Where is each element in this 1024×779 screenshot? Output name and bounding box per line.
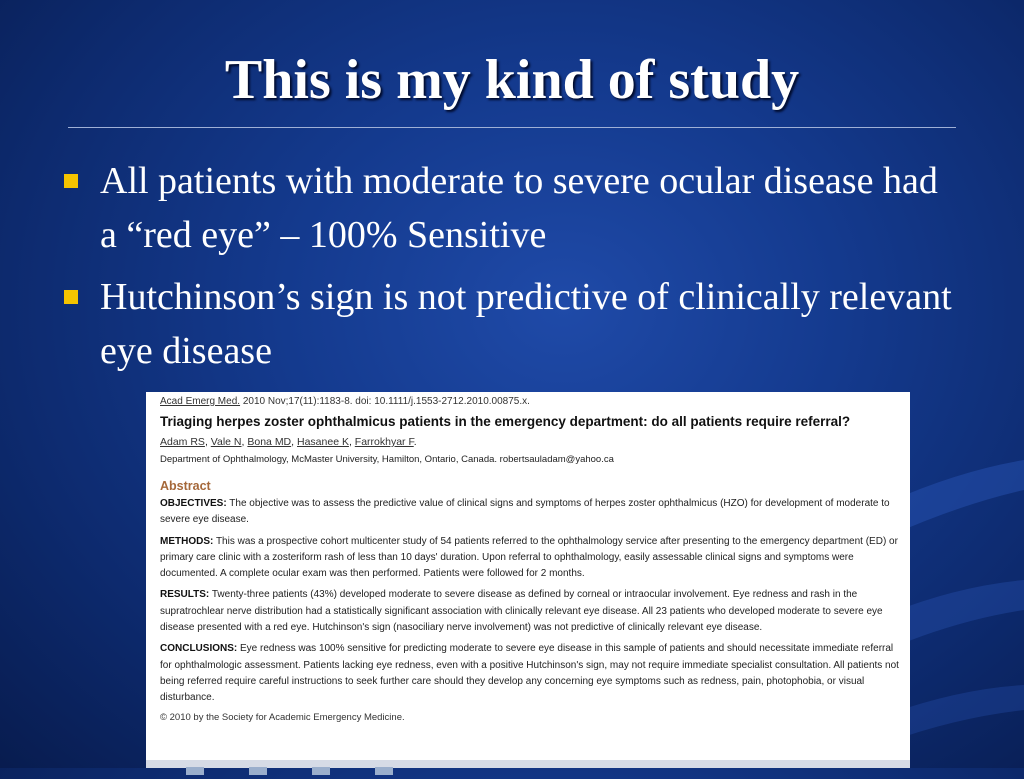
title-divider (68, 127, 956, 128)
author-link[interactable]: Bona MD (247, 436, 292, 448)
copyright-line: © 2010 by the Society for Academic Emergency Medicine. (160, 711, 405, 723)
bullet-text: All patients with moderate to severe ocular disease had a “red eye” – 100% Sensitive (100, 160, 938, 256)
section-label: METHODS: (160, 535, 214, 547)
square-bullet-icon (64, 174, 78, 188)
author-link[interactable]: Farrokhyar F (354, 436, 414, 448)
citation-line (160, 396, 900, 407)
taskbar-icon (186, 767, 204, 775)
section-label: CONCLUSIONS: (160, 643, 238, 655)
section-label: OBJECTIVES: (160, 498, 227, 509)
author-link[interactable]: Vale N (210, 436, 242, 448)
section-text: Twenty-three patients (43%) developed moderate to severe disease as defined by corneal or intraocular involvement. Eye redness and rash in the supratrochlear nerve distribution had a statistically significant association with clinically relevant eye disease. All 23 patients who developed moderate to severe eye disease presented with a red eye. Hutchinson's sign (nasociliary nerve involvement) was not predictive of clinically relevant eye disease. (160, 589, 883, 634)
bullet-text: Hutchinson’s sign is not predictive of clinically relevant eye disease (100, 276, 952, 372)
abstract-results (160, 587, 900, 636)
taskbar-icon (375, 767, 393, 775)
affiliation: Department of Ophthalmology, McMaster University, Hamilton, Ontario, Canada. robertsauladam@yahoo.ca (160, 454, 614, 465)
taskbar-icon (249, 767, 267, 775)
journal-link[interactable]: Acad Emerg Med. (160, 396, 241, 407)
paper-title: Triaging herpes zoster ophthalmicus patients in the emergency department: do all patients require referral? (160, 414, 851, 429)
abstract-methods (160, 534, 900, 583)
section-text: This was a prospective cohort multicenter study of 54 patients referred to the ophthalmology service after presenting to the emergency department (ED) or primary care clinic with a zosteriform rash of less than 10 days' duration. Upon referral to ophthalmology, easily assessable clinical signs and symptoms were documented. A complete ocular exam was then performed. Patients were followed for 2 months. (160, 535, 898, 580)
author-link[interactable]: Hasanee K (297, 436, 349, 448)
author-link[interactable]: Adam RS (160, 436, 205, 448)
author-list: Adam RS, Vale N, Bona MD, Hasanee K, Farrokhyar F. (160, 436, 417, 448)
square-bullet-icon (64, 290, 78, 304)
section-text: Eye redness was 100% sensitive for predicting moderate to severe eye disease in this sample of patients and should necessitate immediate referral for ophthalmologic assessment. Patients lacking eye redness, even with a positive Hutchinson's sign, may not require immediate specialist consultation. All patients not being referred require careful instructions to seek further care should they develop any concerning eye symptoms such as redness, pain, photophobia, or visual disturbance. (160, 643, 899, 704)
abstract-conclusions (160, 641, 900, 706)
bullet-list (62, 154, 962, 386)
section-label: RESULTS: (160, 589, 210, 601)
bullet-item (62, 270, 962, 378)
taskbar-strip (146, 760, 910, 768)
taskbar-icon (312, 767, 330, 775)
citation-details: 2010 Nov;17(11):1183-8. doi: 10.1111/j.1553-2712.2010.00875.x. (240, 396, 530, 407)
slide-title: This is my kind of study (224, 49, 800, 111)
bullet-item (62, 154, 962, 262)
abstract-objectives (160, 496, 900, 529)
abstract-heading: Abstract (160, 479, 211, 493)
abstract-screenshot (146, 392, 910, 768)
section-text: The objective was to assess the predictive value of clinical signs and symptoms of herpes zoster ophthalmicus (HZO) for development of moderate to severe eye disease. (160, 498, 890, 526)
